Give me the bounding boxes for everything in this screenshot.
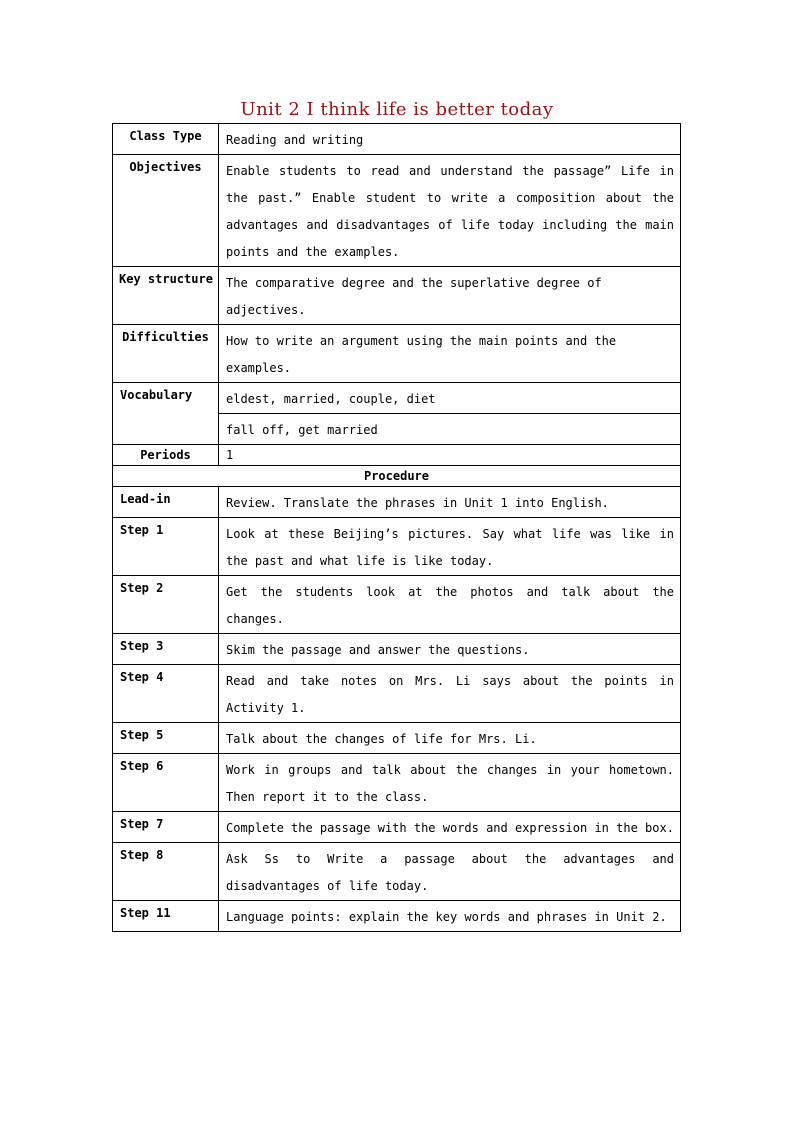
table-row <box>113 325 681 383</box>
step-text: Look at these Beijing’s pictures. Say what life was like in the past and what life is like today. <box>219 518 681 576</box>
step-text: Language points: explain the key words and phrases in Unit 2. <box>219 901 681 932</box>
step-text: Skim the passage and answer the questions. <box>219 634 681 665</box>
step-text: Review. Translate the phrases in Unit 1 into English. <box>219 487 681 518</box>
step-text: Talk about the changes of life for Mrs. Li. <box>219 723 681 754</box>
table-row <box>113 487 681 518</box>
procedure-steps <box>113 487 681 932</box>
periods-value: 1 <box>219 445 681 466</box>
table-row <box>113 518 681 576</box>
page-title: Unit 2 I think life is better today <box>240 99 554 120</box>
procedure-header: Procedure <box>113 466 681 487</box>
step-label: Step 11 <box>113 901 219 932</box>
vocabulary-label: Vocabulary <box>113 383 219 445</box>
class-type-label: Class Type <box>113 124 219 155</box>
step-label: Step 2 <box>113 576 219 634</box>
table-row <box>113 466 681 487</box>
step-label: Step 5 <box>113 723 219 754</box>
objectives-label: Objectives <box>113 155 219 267</box>
table-row <box>113 155 681 267</box>
step-label: Step 1 <box>113 518 219 576</box>
key-structure-value: The comparative degree and the superlative degree of adjectives. <box>219 267 681 325</box>
table-row <box>113 901 681 932</box>
step-text: Work in groups and talk about the changes in your hometown. Then report it to the class. <box>219 754 681 812</box>
step-text: Get the students look at the photos and talk about the changes. <box>219 576 681 634</box>
table-row <box>113 124 681 155</box>
table-row <box>113 267 681 325</box>
table-row <box>113 576 681 634</box>
table-row <box>113 723 681 754</box>
step-label: Step 4 <box>113 665 219 723</box>
difficulties-value: How to write an argument using the main points and the examples. <box>219 325 681 383</box>
step-label: Step 8 <box>113 843 219 901</box>
difficulties-label: Difficulties <box>113 325 219 383</box>
class-type-value: Reading and writing <box>219 124 681 155</box>
step-text: Complete the passage with the words and expression in the box. <box>219 812 681 843</box>
table-row <box>113 754 681 812</box>
step-label: Lead-in <box>113 487 219 518</box>
lesson-plan-table <box>112 123 681 932</box>
step-label: Step 6 <box>113 754 219 812</box>
table-row <box>113 812 681 843</box>
periods-label: Periods <box>113 445 219 466</box>
table-row <box>113 634 681 665</box>
table-row <box>113 445 681 466</box>
table-row <box>113 665 681 723</box>
step-text: Read and take notes on Mrs. Li says about the points in Activity 1. <box>219 665 681 723</box>
vocabulary-line-1: eldest, married, couple, diet <box>219 383 681 414</box>
step-text: Ask Ss to Write a passage about the advantages and disadvantages of life today. <box>219 843 681 901</box>
table-row <box>113 843 681 901</box>
step-label: Step 7 <box>113 812 219 843</box>
objectives-value: Enable students to read and understand the passage” Life in the past.” Enable student to write a composition about the advantages and disadvantages of life today including the main points and the examples. <box>219 155 681 267</box>
step-label: Step 3 <box>113 634 219 665</box>
vocabulary-line-2: fall off, get married <box>219 414 681 445</box>
table-row <box>113 383 681 414</box>
key-structure-label: Key structure <box>113 267 219 325</box>
